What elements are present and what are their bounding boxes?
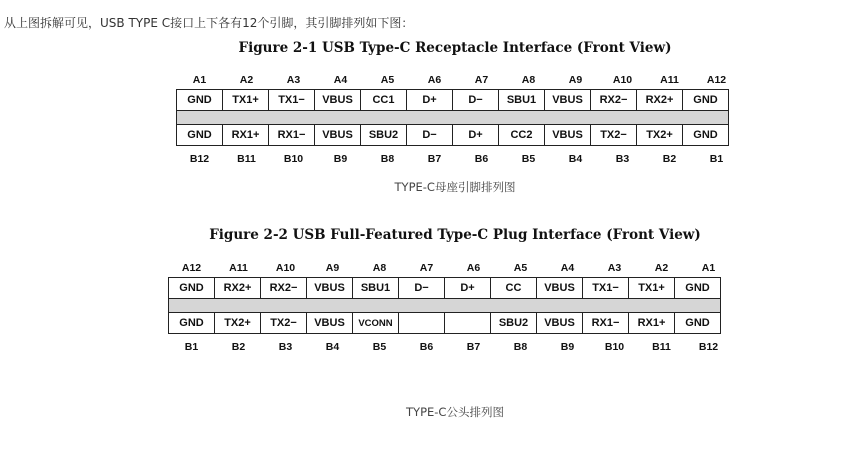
signal-cell: TX1− xyxy=(583,278,629,299)
pin-label: B11 xyxy=(652,341,671,353)
pin-label: A8 xyxy=(521,74,536,86)
signal-cell: RX2+ xyxy=(637,90,683,111)
figure-1-pin-table xyxy=(176,89,729,146)
figure-2-top-signal-row xyxy=(169,278,721,299)
pin-label: B7 xyxy=(427,153,442,165)
pin-label: B8 xyxy=(380,153,395,165)
signal-cell: RX1+ xyxy=(629,313,675,334)
pin-label: B6 xyxy=(419,341,434,353)
pin-label: A9 xyxy=(325,262,340,274)
signal-cell: VBUS xyxy=(307,278,353,299)
pin-label: A7 xyxy=(474,74,489,86)
pin-label: B6 xyxy=(474,153,489,165)
pin-label: B12 xyxy=(698,341,719,353)
pin-label: A2 xyxy=(654,262,669,274)
pin-label: A2 xyxy=(239,74,254,86)
signal-cell: CC1 xyxy=(361,90,407,111)
pin-label: A6 xyxy=(466,262,481,274)
signal-cell: GND xyxy=(169,313,215,334)
signal-cell xyxy=(445,313,491,334)
pin-label: A4 xyxy=(560,262,575,274)
pin-label: B10 xyxy=(604,341,625,353)
figure-2-caption: TYPE-C公头排列图 xyxy=(406,405,504,419)
figure-2-bottom-signal-row xyxy=(169,313,721,334)
pin-label: A8 xyxy=(372,262,387,274)
signal-cell: RX2− xyxy=(591,90,637,111)
pin-label: B12 xyxy=(189,153,210,165)
pin-label: A11 xyxy=(660,74,679,86)
signal-cell: RX2+ xyxy=(215,278,261,299)
signal-cell: TX1+ xyxy=(223,90,269,111)
signal-cell: RX1− xyxy=(583,313,629,334)
signal-cell xyxy=(399,313,445,334)
figure-1-top-signal-row xyxy=(177,90,729,111)
signal-cell: GND xyxy=(177,125,223,146)
figure-1-title: Figure 2-1 USB Type-C Receptacle Interface (Front View) xyxy=(238,40,672,56)
signal-cell: VBUS xyxy=(545,125,591,146)
signal-cell: D− xyxy=(399,278,445,299)
signal-cell: RX2− xyxy=(261,278,307,299)
signal-cell: CC2 xyxy=(499,125,545,146)
signal-cell: TX2− xyxy=(261,313,307,334)
signal-cell: VBUS xyxy=(537,313,583,334)
signal-cell: VBUS xyxy=(537,278,583,299)
signal-cell: GND xyxy=(177,90,223,111)
signal-cell: RX1− xyxy=(269,125,315,146)
pin-label: B7 xyxy=(466,341,481,353)
signal-cell: VBUS xyxy=(545,90,591,111)
pin-label: A10 xyxy=(612,74,633,86)
signal-cell: SBU2 xyxy=(361,125,407,146)
pin-label: A9 xyxy=(568,74,583,86)
signal-cell: D+ xyxy=(445,278,491,299)
figure-1-caption: TYPE-C母座引脚排列图 xyxy=(394,180,516,194)
pin-label: B9 xyxy=(560,341,575,353)
signal-cell: GND xyxy=(675,278,721,299)
pin-label: B5 xyxy=(521,153,536,165)
tongue-band xyxy=(177,111,729,125)
pin-label: B4 xyxy=(325,341,340,353)
pin-label: A4 xyxy=(333,74,348,86)
signal-cell: GND xyxy=(683,90,729,111)
pin-label: B4 xyxy=(568,153,583,165)
tongue-band xyxy=(169,299,721,313)
pin-label: A10 xyxy=(275,262,296,274)
signal-cell: SBU1 xyxy=(353,278,399,299)
figure-1-bottom-signal-row xyxy=(177,125,729,146)
figure-1-tongue-band xyxy=(177,111,729,125)
pin-label: B2 xyxy=(662,153,677,165)
signal-cell: D− xyxy=(407,125,453,146)
signal-cell: SBU2 xyxy=(491,313,537,334)
intro-text: 从上图拆解可见，USB TYPE C接口上下各有12个引脚，其引脚排列如下图： xyxy=(4,16,414,30)
pin-label: A1 xyxy=(192,74,207,86)
signal-cell: SBU1 xyxy=(499,90,545,111)
signal-cell: RX1+ xyxy=(223,125,269,146)
pin-label: B1 xyxy=(709,153,724,165)
signal-cell: D+ xyxy=(453,125,499,146)
pin-label: B11 xyxy=(237,153,256,165)
signal-cell: VBUS xyxy=(315,90,361,111)
pin-label: A5 xyxy=(380,74,395,86)
signal-cell: TX2+ xyxy=(215,313,261,334)
signal-cell: TX2+ xyxy=(637,125,683,146)
pin-label: A5 xyxy=(513,262,528,274)
pin-label: B3 xyxy=(278,341,293,353)
pin-label: B8 xyxy=(513,341,528,353)
figure-1-top-pin-labels xyxy=(176,74,740,86)
signal-cell: VBUS xyxy=(315,125,361,146)
signal-cell: TX1+ xyxy=(629,278,675,299)
pin-label: A3 xyxy=(286,74,301,86)
pin-label: A12 xyxy=(706,74,727,86)
figure-2-bottom-pin-labels xyxy=(168,341,732,353)
signal-cell: VBUS xyxy=(307,313,353,334)
pin-label: B2 xyxy=(231,341,246,353)
signal-cell: D+ xyxy=(407,90,453,111)
figure-1-bottom-pin-labels xyxy=(176,153,740,165)
signal-cell: TX1− xyxy=(269,90,315,111)
figure-2-top-pin-labels xyxy=(168,262,732,274)
pin-label: B5 xyxy=(372,341,387,353)
figure-2-tongue-band xyxy=(169,299,721,313)
signal-cell: GND xyxy=(675,313,721,334)
pin-label: B1 xyxy=(184,341,199,353)
pin-label: B9 xyxy=(333,153,348,165)
pin-label: A12 xyxy=(181,262,202,274)
pin-label: B10 xyxy=(283,153,304,165)
signal-cell: CC xyxy=(491,278,537,299)
signal-cell: VCONN xyxy=(353,313,399,334)
figure-2-pin-table xyxy=(168,277,721,334)
pin-label: A7 xyxy=(419,262,434,274)
pin-label: A1 xyxy=(701,262,716,274)
pin-label: A6 xyxy=(427,74,442,86)
signal-cell: GND xyxy=(683,125,729,146)
signal-cell: GND xyxy=(169,278,215,299)
pin-label: B3 xyxy=(615,153,630,165)
signal-cell: D− xyxy=(453,90,499,111)
signal-cell: TX2− xyxy=(591,125,637,146)
figure-2-title: Figure 2-2 USB Full-Featured Type-C Plug Interface (Front View) xyxy=(209,227,701,243)
pin-label: A3 xyxy=(607,262,622,274)
pin-label: A11 xyxy=(229,262,248,274)
